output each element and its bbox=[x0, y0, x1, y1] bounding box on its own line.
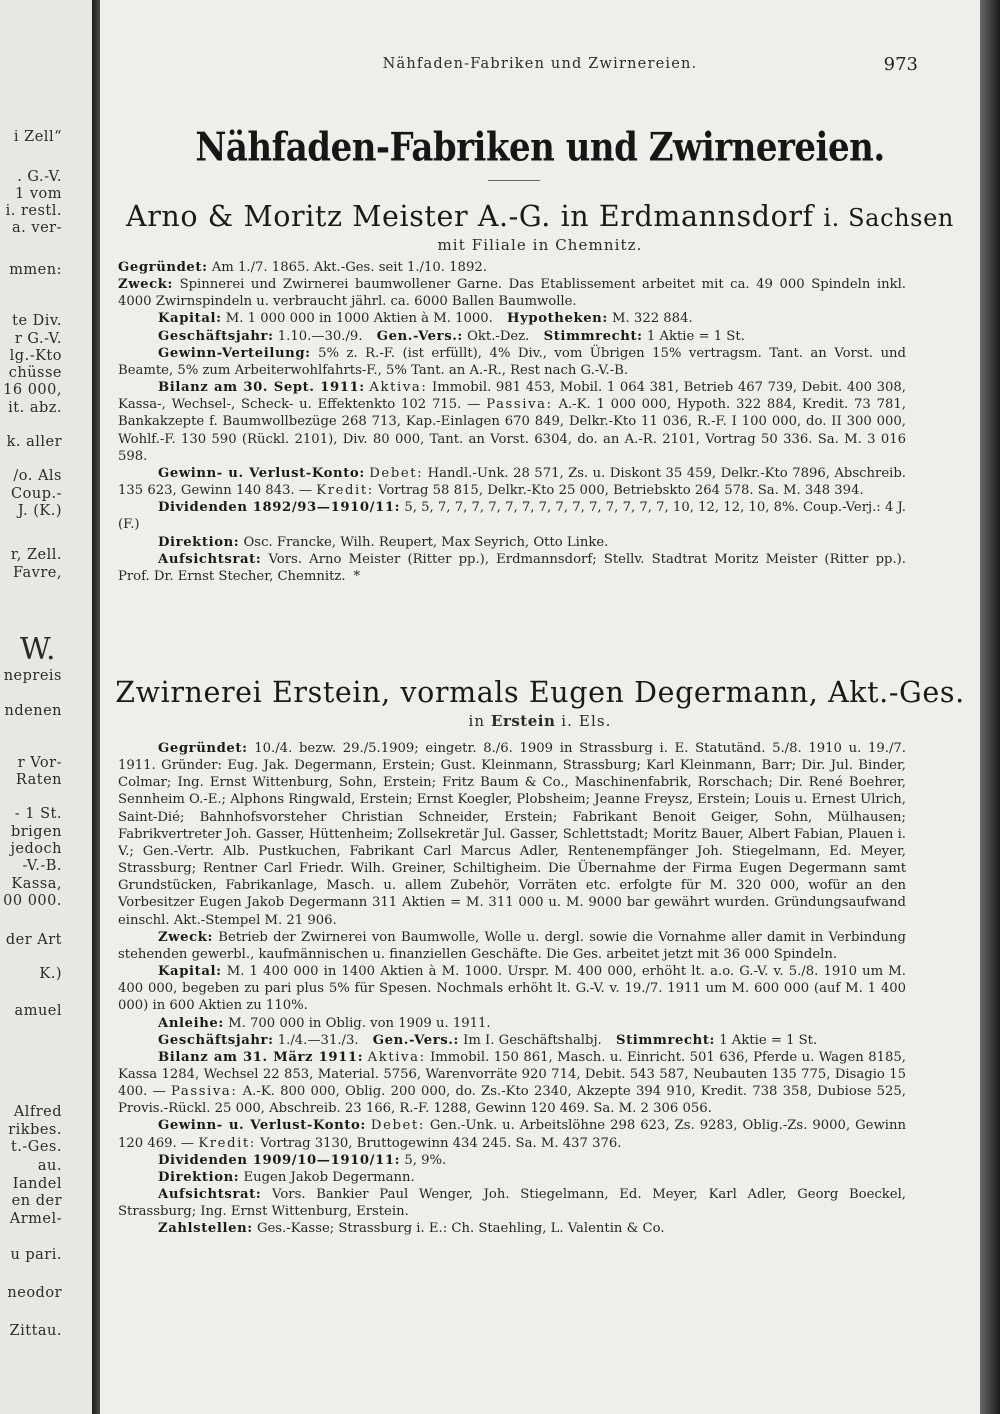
label-debet: Debet: bbox=[370, 1118, 425, 1134]
subline-place: Erstein bbox=[491, 712, 556, 730]
value-gen-vers: Im I. Geschäftshalbj. bbox=[463, 1032, 602, 1048]
entry-gewinn-verteilung bbox=[118, 345, 906, 379]
value-passiva: A.-K. 1 000 000, Hypoth. 322 884, Kredit. 73 781, Bankakzepte f. Baumwollbezüge 268 713, Kap.-Einlagen 670 849, Delkr.-Kto 11 036, R.-F. I 100 000, do. II 300 000, Wohlf.-F. 130 590 (Rückl. 2101), Div. 80 000, Tant. an Vorst. 6304, do. an A.-R. 2101, Vortrag 50 336. Sa. M. 3 016 598. bbox=[118, 397, 906, 464]
running-title: Nähfaden-Fabriken und Zwirnereien. bbox=[382, 56, 698, 72]
left-page-text: Raten bbox=[15, 772, 62, 788]
entry-geschaeftsjahr bbox=[118, 1032, 906, 1049]
left-page-text: der Art bbox=[5, 932, 62, 948]
left-page-text: 16 000, bbox=[3, 382, 62, 398]
left-page-text: u pari. bbox=[10, 1247, 62, 1263]
label-zweck: Zweck: bbox=[118, 277, 174, 293]
label-kredit: Kredit: bbox=[198, 1135, 256, 1151]
left-page-text: Coup.- bbox=[11, 486, 62, 502]
value-aktiva: Immobil. 981 453, Mobil. 1 064 381, Betrieb 467 739, Debit. 400 308, Kassa-, Wechsel-, Scheck- u. Effektenkto 102 715. bbox=[118, 380, 906, 413]
entry-zweck bbox=[118, 276, 906, 310]
label-passiva: Passiva: bbox=[170, 1084, 238, 1100]
value-geschaeftsjahr: 1.10.—30./9. bbox=[277, 328, 363, 344]
value-hypotheken: M. 322 884. bbox=[612, 311, 693, 327]
label-aufsichtsrat: Aufsichtsrat: bbox=[158, 551, 262, 567]
left-page-text: mmen: bbox=[9, 262, 62, 278]
value-gegruendet: Am 1./7. 1865. Akt.-Ges. seit 1./10. 1892. bbox=[211, 260, 487, 275]
value-kapital: M. 1 000 000 in 1000 Aktien à M. 1000. bbox=[225, 311, 493, 327]
value-passiva: A.-K. 800 000, Oblig. 200 000, do. Zs.-Kto 2340, Akzepte 394 910, Kredit. 738 358, Dubiose 525, Provis.-Rückl. 25 000, Abschreib. 23 166, R.-F. 1288, Gewinn 120 469. Sa. M. 2 306 056. bbox=[118, 1084, 906, 1117]
label-gewinn-verlust: Gewinn- u. Verlust-Konto: bbox=[158, 1118, 366, 1134]
left-page-text: - 1 St. bbox=[14, 806, 62, 822]
left-page-text: Armel- bbox=[9, 1211, 62, 1227]
entry-gewinn-verlust: Gewinn- u. Verlust-Konto: Debet: Handl.-Unk. 28 571, Zs. u. Diskont 35 459, Delkr.-Kto 7896, Abschreib. 135 623, Gewinn 140 843. — Kredit: Vortrag 58 815, Delkr.-Kto 25 000, Betriebskto 264 578. Sa. M. 348 394. bbox=[118, 465, 906, 499]
company-subline: mit Filiale in Chemnitz. bbox=[437, 236, 643, 254]
page-edge bbox=[980, 0, 1000, 1414]
label-bilanz: Bilanz am 30. Sept. 1911: bbox=[158, 380, 365, 396]
subline-suffix: i. Els. bbox=[561, 712, 612, 730]
left-page-fragment bbox=[0, 0, 92, 1414]
entry-mark: * bbox=[353, 568, 361, 584]
value-direktion: Eugen Jakob Degermann. bbox=[243, 1169, 415, 1185]
label-geschaeftsjahr: Geschäftsjahr: bbox=[158, 328, 274, 344]
entry-kapital bbox=[118, 310, 906, 327]
label-gegruendet: Gegründet: bbox=[158, 741, 248, 756]
label-stimmrecht: Stimmrecht: bbox=[543, 328, 643, 344]
value-dividenden: 5, 5, 7, 7, 7, 7, 7, 7, 7, 7, 7, 7, 7, 7, 7, 7, 10, 12, 12, 10, 8%. Coup.-Verj.: 4 J. (F.) bbox=[118, 500, 907, 533]
left-page-text: Alfred bbox=[13, 1104, 62, 1120]
left-page-text: chüsse bbox=[8, 365, 62, 381]
left-page-text: J. (K.) bbox=[17, 503, 62, 519]
value-gegruendet: 10./4. bezw. 29./5.1909; eingetr. 8./6. 1909 in Strassburg i. E. Statutänd. 5./8. 1910 u. 19./7. 1911. Gründer: Eug. Jak. Degermann, Erstein; Gust. Kleinmann, Strassburg; Karl Kleinmann, Barr; Dir. Jul. Binder, Colmar; Ing. Ernst Wittenburg, Sohn, Erstein; Fritz Baum & Co., Maschinenfabrik, Rorschach; Dir. René Boehrer, Sennheim O.-E.; Alphons Ringwald, Erstein; Ernst Koegler, Plobsheim; Jeanne Freysz, Erstein; Louis u. Ernest Ulrich, Saint-Dié; Bahnhofsvorsteher Christian Schneider, Erstein; Fabrikant Benoit Geiger, Sohn, Mülhausen; Fabrikvertreter Joh. Gasser, Hüttenheim; Zollsekretär Jul. Gasser, Schlettstadt; Moritz Bauer, Albert Fabian, Plauen i. V.; Gen.-Vertr. Alb. Pustkuchen, Fabrikant Carl Marcus Adler, Rentenempfänger Joh. Stiegelmann, Ed. Meyer, Strassburg; Rentner Carl Friedr. Wilh. Greiner, Schiltigheim. Die Übernahme der Firma Eugen Degermann samt Grundstücken, Fabrikanlage, Masch. u. allem Zubehör, Vorräten etc. erfolgte für M. 320 000, wofür an den Vorbesitzer Eugen Jakob Degermann 311 Aktien = M. 311 000 u. M. 9000 bar gewährt wurden. Gründungsaufwand einschl. Akt.-Stempel M. 21 906. bbox=[118, 741, 906, 928]
left-page-text: brigen bbox=[10, 824, 62, 840]
company-name: Zwirnerei Erstein, vormals Eugen Degermann, Akt.-Ges. bbox=[115, 676, 965, 709]
value-stimmrecht: 1 Aktie = 1 St. bbox=[719, 1032, 818, 1048]
label-gegruendet: Gegründet: bbox=[118, 260, 208, 275]
value-debet: Gen.-Unk. u. Arbeitslöhne 298 623, Zs. 9283, Oblig.-Zs. 9000, Gewinn 120 469. bbox=[118, 1118, 906, 1151]
value-aktiva: Immobil. 150 861, Masch. u. Einricht. 501 636, Pferde u. Wagen 8185, Kassa 1284, Wechsel 22 853, Material. 5756, Warenvorräte 920 714, Debit. 543 587, Neubauten 135 775, Disagio 15 400. bbox=[118, 1049, 906, 1100]
entry-bilanz: Bilanz am 30. Sept. 1911: Aktiva: Immobil. 981 453, Mobil. 1 064 381, Betrieb 467 739, Debit. 400 308, Kassa-, Wechsel-, Scheck- u. Effektenkto 102 715. — Passiva: A.-K. 1 000 000, Hypoth. 322 884, Kredit. 73 781, Bankakzepte f. Baumwollbezüge 268 713, Kap.-Einlagen 670 849, Delkr.-Kto 11 036, R.-F. I 100 000, do. II 300 000, Wohlf.-F. 130 590 (Rückl. 2101), Div. 80 000, Tant. an Vorst. 6304, do. an A.-R. 2101, Vortrag 50 336. Sa. M. 3 016 598. bbox=[118, 380, 906, 464]
left-page-text: a. ver- bbox=[12, 220, 62, 236]
left-page-text: Favre, bbox=[12, 565, 62, 581]
entry-aufsichtsrat bbox=[118, 1186, 906, 1220]
title-rule bbox=[488, 180, 540, 181]
label-bilanz: Bilanz am 31. März 1911: bbox=[158, 1049, 364, 1065]
left-page-text: r Vor- bbox=[17, 755, 62, 771]
label-zweck: Zweck: bbox=[158, 929, 214, 945]
value-kredit: Vortrag 3130, Bruttogewinn 434 245. Sa. M. 437 376. bbox=[260, 1135, 622, 1151]
label-debet: Debet: bbox=[369, 465, 424, 481]
left-page-text: i Zell“ bbox=[13, 129, 62, 145]
label-gewinn-verlust: Gewinn- u. Verlust-Konto: bbox=[158, 465, 365, 481]
left-page-text: Kassa, bbox=[11, 876, 62, 892]
value-zweck: Betrieb der Zwirnerei von Baumwolle, Wolle u. dergl. sowie die Vornahme aller damit in Verbindung stehenden gewerbl., kaufmännischen u. finanziellen Geschäfte. Die Ges. arbeitet jetzt mit 36 000 Spindeln. bbox=[118, 929, 906, 962]
page-973 bbox=[100, 0, 980, 1414]
entry-direktion bbox=[118, 534, 906, 551]
left-page-text: it. abz. bbox=[8, 400, 62, 416]
company-heading bbox=[100, 676, 980, 709]
label-aufsichtsrat: Aufsichtsrat: bbox=[158, 1187, 262, 1203]
label-dividenden: Dividenden 1909/10—1910/11: bbox=[158, 1152, 401, 1168]
book-gutter bbox=[92, 0, 100, 1414]
entry-aufsichtsrat bbox=[118, 551, 906, 585]
left-page-text: 1 vom bbox=[14, 186, 62, 202]
entry-anleihe bbox=[118, 1015, 906, 1032]
value-debet: Handl.-Unk. 28 571, Zs. u. Diskont 35 459, Delkr.-Kto 7896, Abschreib. 135 623, Gewinn 140 843. bbox=[118, 465, 906, 499]
left-page-text: au. bbox=[37, 1158, 62, 1174]
entry-zahlstellen bbox=[118, 1220, 906, 1237]
value-aufsichtsrat: Vors. Bankier Paul Wenger, Joh. Stiegelmann, Ed. Meyer, Karl Adler, Georg Boeckel, Strassburg; Ing. Ernst Wittenburg, Erstein. bbox=[118, 1187, 906, 1220]
left-page-text: te Div. bbox=[12, 313, 62, 329]
entry-kapital bbox=[118, 963, 906, 1014]
entry-bilanz: Bilanz am 31. März 1911: Aktiva: Immobil. 150 861, Masch. u. Einricht. 501 636, Pferde u. Wagen 8185, Kassa 1284, Wechsel 22 853, Material. 5756, Warenvorräte 920 714, Debit. 543 587, Neubauten 135 775, Disagio 15 400. — Passiva: A.-K. 800 000, Oblig. 200 000, do. Zs.-Kto 2340, Akzepte 394 910, Kredit. 738 358, Dubiose 525, Provis.-Rückl. 25 000, Abschreib. 23 166, R.-F. 1288, Gewinn 120 469. Sa. M. 2 306 056. bbox=[118, 1049, 906, 1117]
label-direktion: Direktion: bbox=[158, 534, 240, 550]
value-gewinn-verteilung: 5% z. R.-F. (ist erfüllt), 4% Div., vom Übrigen 15% vertragsm. Tant. an Vorst. und Beamte, 5% zum Arbeiterwohlfahrts-F., 5% Tant. an A.-R., Rest nach G.-V.-B. bbox=[118, 345, 906, 378]
left-page-text: rikbes. bbox=[8, 1122, 62, 1138]
label-anleihe: Anleihe: bbox=[158, 1015, 224, 1031]
label-hypotheken: Hypotheken: bbox=[507, 311, 608, 327]
left-page-text: r, Zell. bbox=[10, 547, 62, 563]
left-page-text: . G.-V. bbox=[17, 169, 62, 185]
entry-geschaeftsjahr bbox=[118, 328, 906, 345]
entry-dividenden bbox=[118, 499, 906, 533]
value-zweck: Spinnerei und Zwirnerei baumwollener Garne. Das Etablissement arbeitet mit ca. 49 000 Spindeln inkl. 4000 Zwirnspindeln u. verbraucht jährl. ca. 6000 Ballen Baumwolle. bbox=[118, 277, 906, 310]
page-number: 973 bbox=[883, 54, 918, 75]
entry-direktion bbox=[118, 1169, 906, 1186]
label-geschaeftsjahr: Geschäftsjahr: bbox=[158, 1032, 274, 1048]
left-page-text: neodor bbox=[7, 1285, 62, 1301]
left-page-text: lg.-Kto bbox=[9, 348, 62, 364]
label-kapital: Kapital: bbox=[158, 311, 222, 327]
value-anleihe: M. 700 000 in Oblig. von 1909 u. 1911. bbox=[228, 1015, 491, 1031]
left-page-text: ndenen bbox=[4, 703, 62, 719]
label-kapital: Kapital: bbox=[158, 964, 222, 980]
label-dividenden: Dividenden 1892/93—1910/11: bbox=[158, 500, 401, 516]
left-page-text: /o. Als bbox=[13, 468, 62, 484]
label-kredit: Kredit: bbox=[316, 483, 374, 499]
label-stimmrecht: Stimmrecht: bbox=[615, 1032, 716, 1048]
company-subline bbox=[100, 712, 980, 730]
entry-gewinn-verlust: Gewinn- u. Verlust-Konto: Debet: Gen.-Unk. u. Arbeitslöhne 298 623, Zs. 9283, Oblig.-Zs. 9000, Gewinn 120 469. — Kredit: Vortrag 3130, Bruttogewinn 434 245. Sa. M. 437 376. bbox=[118, 1118, 906, 1151]
entry-dividenden bbox=[118, 1152, 906, 1169]
value-dividenden: 5, 9%. bbox=[404, 1152, 447, 1168]
left-page-text: K.) bbox=[39, 966, 62, 982]
left-page-text: r G.-V. bbox=[14, 331, 62, 347]
left-page-text: 00 000. bbox=[3, 893, 62, 909]
label-passiva: Passiva: bbox=[486, 397, 553, 413]
label-aktiva: Aktiva: bbox=[367, 1049, 426, 1065]
label-gewinn-verteilung: Gewinn-Verteilung: bbox=[158, 345, 311, 361]
label-direktion: Direktion: bbox=[158, 1169, 240, 1185]
left-page-text: amuel bbox=[14, 1003, 62, 1019]
company-entry-arno-moritz-meister bbox=[118, 259, 906, 585]
company-name: Arno & Moritz Meister A.-G. in Erdmannsdorf bbox=[126, 200, 814, 233]
label-aktiva: Aktiva: bbox=[369, 380, 428, 396]
value-geschaeftsjahr: 1./4.—31./3. bbox=[277, 1032, 359, 1048]
entry-gegruendet bbox=[118, 740, 906, 929]
value-kredit: Vortrag 58 815, Delkr.-Kto 25 000, Betriebskto 264 578. Sa. M. 348 394. bbox=[378, 483, 864, 499]
label-zahlstellen: Zahlstellen: bbox=[158, 1221, 253, 1237]
left-page-text: en der bbox=[11, 1193, 62, 1209]
left-page-text: jedoch bbox=[10, 841, 62, 857]
label-gen-vers: Gen.-Vers.: bbox=[372, 1032, 459, 1048]
subline-prefix: in bbox=[468, 712, 486, 730]
entry-gegruendet bbox=[118, 259, 906, 276]
label-gen-vers: Gen.-Vers.: bbox=[376, 328, 463, 344]
left-page-text: t.-Ges. bbox=[10, 1139, 62, 1155]
section-title: Nähfaden-Fabriken und Zwirnereien. bbox=[195, 125, 885, 171]
company-entry-zwirnerei-erstein bbox=[118, 740, 906, 1238]
company-heading bbox=[100, 200, 980, 233]
left-page-text: -V.-B. bbox=[22, 858, 62, 874]
left-page-text: W. bbox=[19, 632, 56, 667]
left-page-text: i. restl. bbox=[5, 203, 62, 219]
left-page-text: nepreis bbox=[3, 668, 62, 684]
value-stimmrecht: 1 Aktie = 1 St. bbox=[646, 328, 745, 344]
value-gen-vers: Okt.-Dez. bbox=[467, 328, 530, 344]
value-kapital: M. 1 400 000 in 1400 Aktien à M. 1000. Urspr. M. 400 000, erhöht lt. a.o. G.-V. v. 5./8. 1910 um M. 400 000, begeben zu pari plus 5% für Spesen. Nochmals erhöht lt. G.-V. v. 19./7. 1911 um M. 600 000 (auf M. 1 400 000) in 600 Aktien zu 110%. bbox=[118, 964, 906, 1014]
entry-zweck bbox=[118, 929, 906, 963]
left-page-text: k. aller bbox=[6, 434, 62, 450]
value-aufsichtsrat: Vors. Arno Meister (Ritter pp.), Erdmannsdorf; Stellv. Stadtrat Moritz Meister (Ritter pp.). Prof. Dr. Ernst Stecher, Chemnitz. bbox=[118, 551, 906, 584]
left-page-text: Zittau. bbox=[9, 1323, 62, 1339]
left-page-text: Iandel bbox=[12, 1176, 62, 1192]
value-direktion: Osc. Francke, Wilh. Reupert, Max Seyrich, Otto Linke. bbox=[243, 534, 609, 550]
company-place: i. Sachsen bbox=[823, 204, 954, 232]
value-zahlstellen: Ges.-Kasse; Strassburg i. E.: Ch. Staehling, L. Valentin & Co. bbox=[256, 1221, 665, 1237]
